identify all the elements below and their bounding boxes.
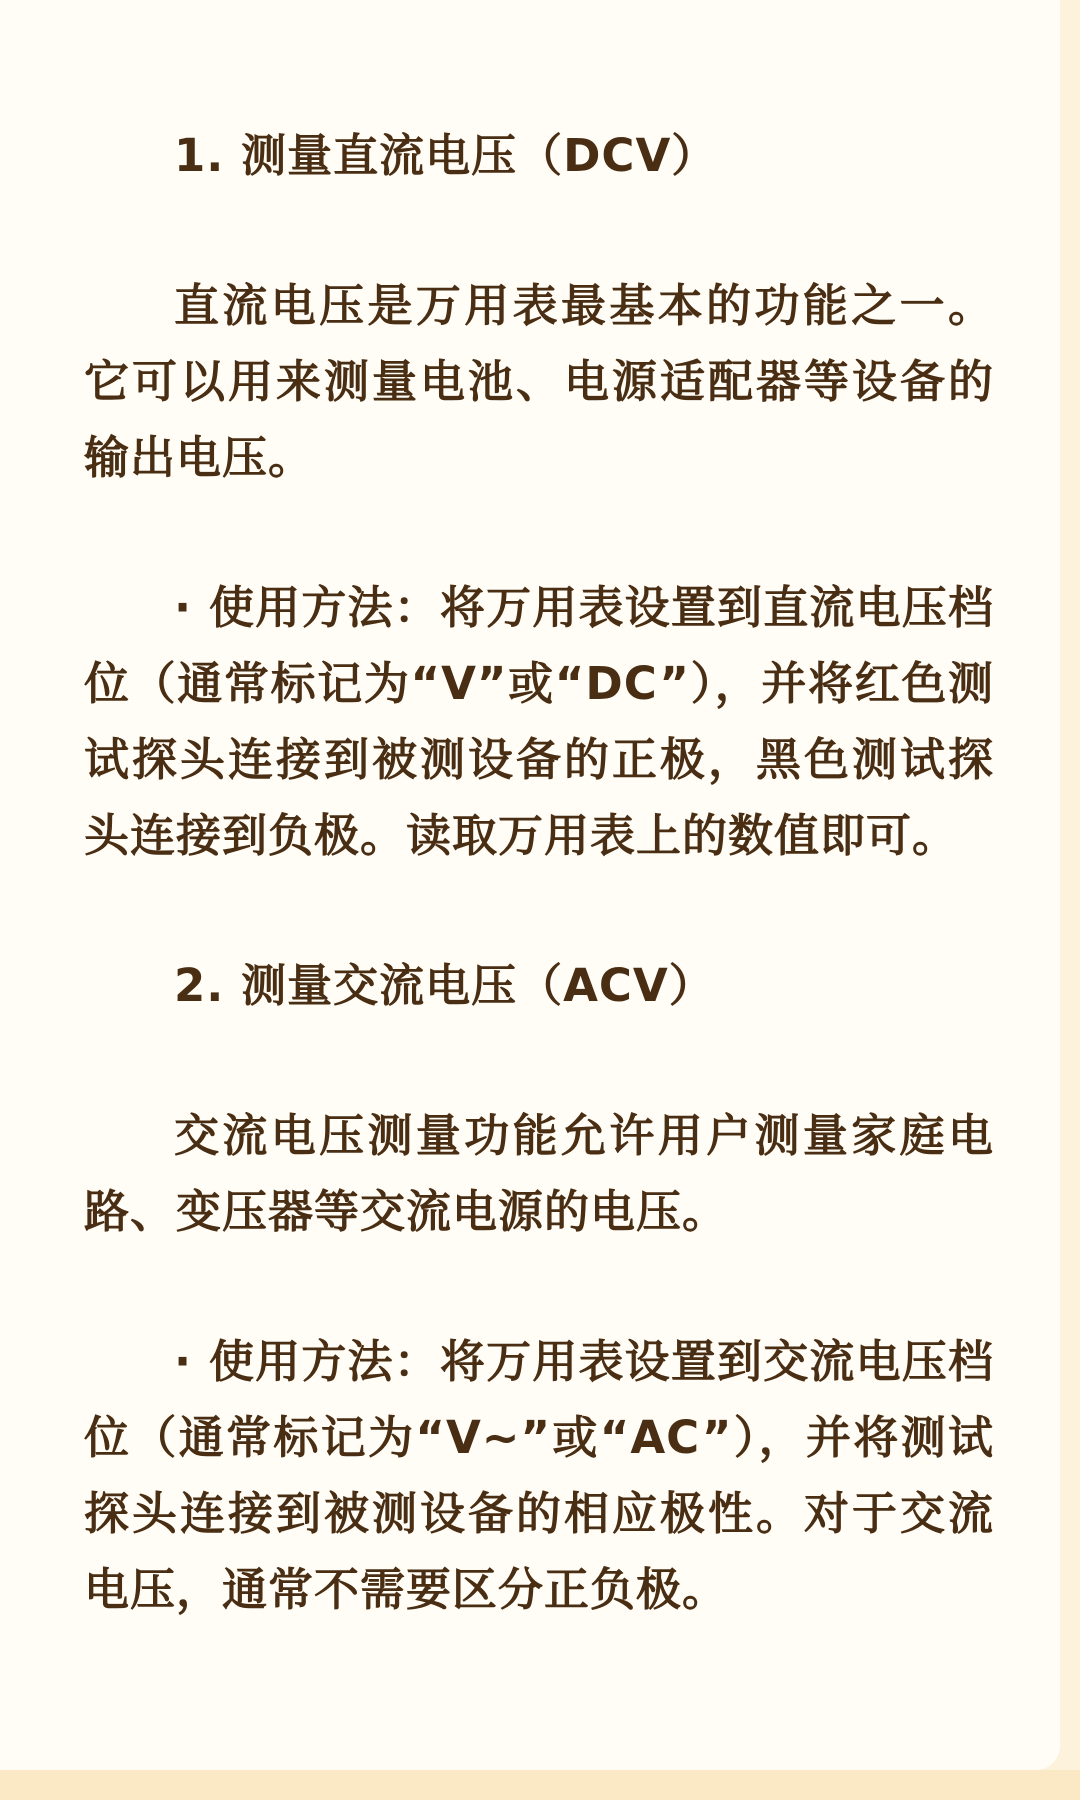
section-heading-dcv: 1. 测量直流电压（DCV） — [174, 129, 718, 182]
section-heading-acv: 2. 测量交流电压（ACV） — [174, 959, 715, 1012]
article-body — [84, 118, 994, 1628]
dcv-intro-paragraph: 直流电压是万用表最基本的功能之一。它可以用来测量电池、电源适配器等设备的输出电压。 — [84, 279, 994, 484]
bottom-decorative-strip — [0, 1770, 1080, 1800]
acv-intro-paragraph: 交流电压测量功能允许用户测量家庭电路、变压器等交流电源的电压。 — [84, 1109, 994, 1238]
acv-usage-paragraph: · 使用方法：将万用表设置到交流电压档位（通常标记为“V~”或“AC”），并将测试探头连接到被测设备的相应极性。对于交流电压，通常不需要区分正负极。 — [84, 1335, 994, 1616]
dcv-usage-paragraph: · 使用方法：将万用表设置到直流电压档位（通常标记为“V”或“DC”），并将红色测试探头连接到被测设备的正极，黑色测试探头连接到负极。读取万用表上的数值即可。 — [84, 581, 994, 862]
